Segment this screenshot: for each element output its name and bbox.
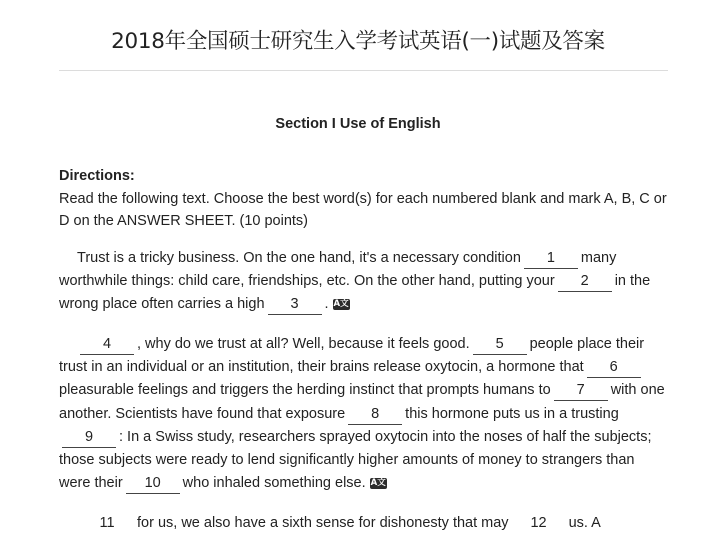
paragraph-text: with one another. Scientists have found that exposure — [59, 382, 665, 422]
paragraph-text: who inhaled something else. — [182, 475, 366, 492]
directions-label: Directions: — [59, 168, 135, 184]
blank-8: 8 — [348, 404, 402, 425]
page-title: 2018年全国硕士研究生入学考试英语(一)试题及答案 — [111, 29, 605, 54]
paragraph-text: in the wrong place often carries a high — [59, 273, 651, 313]
blank-12: 12 — [530, 515, 547, 531]
paragraph-text: us. A — [568, 515, 601, 531]
blank-2: 2 — [558, 271, 612, 292]
paragraph-2 — [59, 333, 669, 495]
paragraph-text: this hormone puts us in a trusting — [405, 405, 619, 422]
title-divider — [59, 70, 668, 71]
blank-5: 5 — [473, 334, 527, 355]
blank-3: 3 — [268, 294, 322, 315]
blank-6: 6 — [587, 357, 641, 378]
paragraph-text: . — [324, 296, 329, 313]
blank-10: 10 — [126, 473, 180, 494]
paragraph-text: : In a Swiss study, researchers sprayed oxytocin into the noses of half the subjects; those subjects were ready to lend significantly higher amounts of money to strangers than were their — [59, 428, 652, 492]
paragraph-1 — [59, 247, 669, 317]
section-heading: Section I Use of English — [275, 116, 441, 132]
translate-icon[interactable]: A文 — [333, 299, 349, 310]
directions-text: Read the following text. Choose the best word(s) for each numbered blank and mark A, B, C or D on the ANSWER SHEET. (10 points) — [59, 191, 667, 229]
paragraph-text: pleasurable feelings and triggers the herding instinct that prompts humans to — [59, 382, 551, 399]
paragraph-text: Trust is a tricky business. On the one hand, it's a necessary condition — [77, 250, 521, 266]
blank-7: 7 — [554, 380, 608, 401]
blank-4: 4 — [80, 334, 134, 355]
translate-icon[interactable]: A文 — [370, 477, 386, 488]
paragraph-3 — [59, 512, 669, 535]
blank-11: 11 — [99, 515, 115, 531]
paragraph-text: , why do we trust at all? Well, because it feels good. — [137, 336, 470, 352]
blank-9: 9 — [62, 427, 116, 448]
paragraph-text: for us, we also have a sixth sense for dishonesty that may — [137, 515, 509, 531]
paragraph-text: people place their trust in an individual or an institution, their brains release oxytocin, a hormone that — [59, 336, 645, 376]
blank-1: 1 — [524, 248, 578, 269]
paragraph-text: many worthwhile things: child care, friendships, etc. On the other hand, putting your — [59, 250, 617, 290]
